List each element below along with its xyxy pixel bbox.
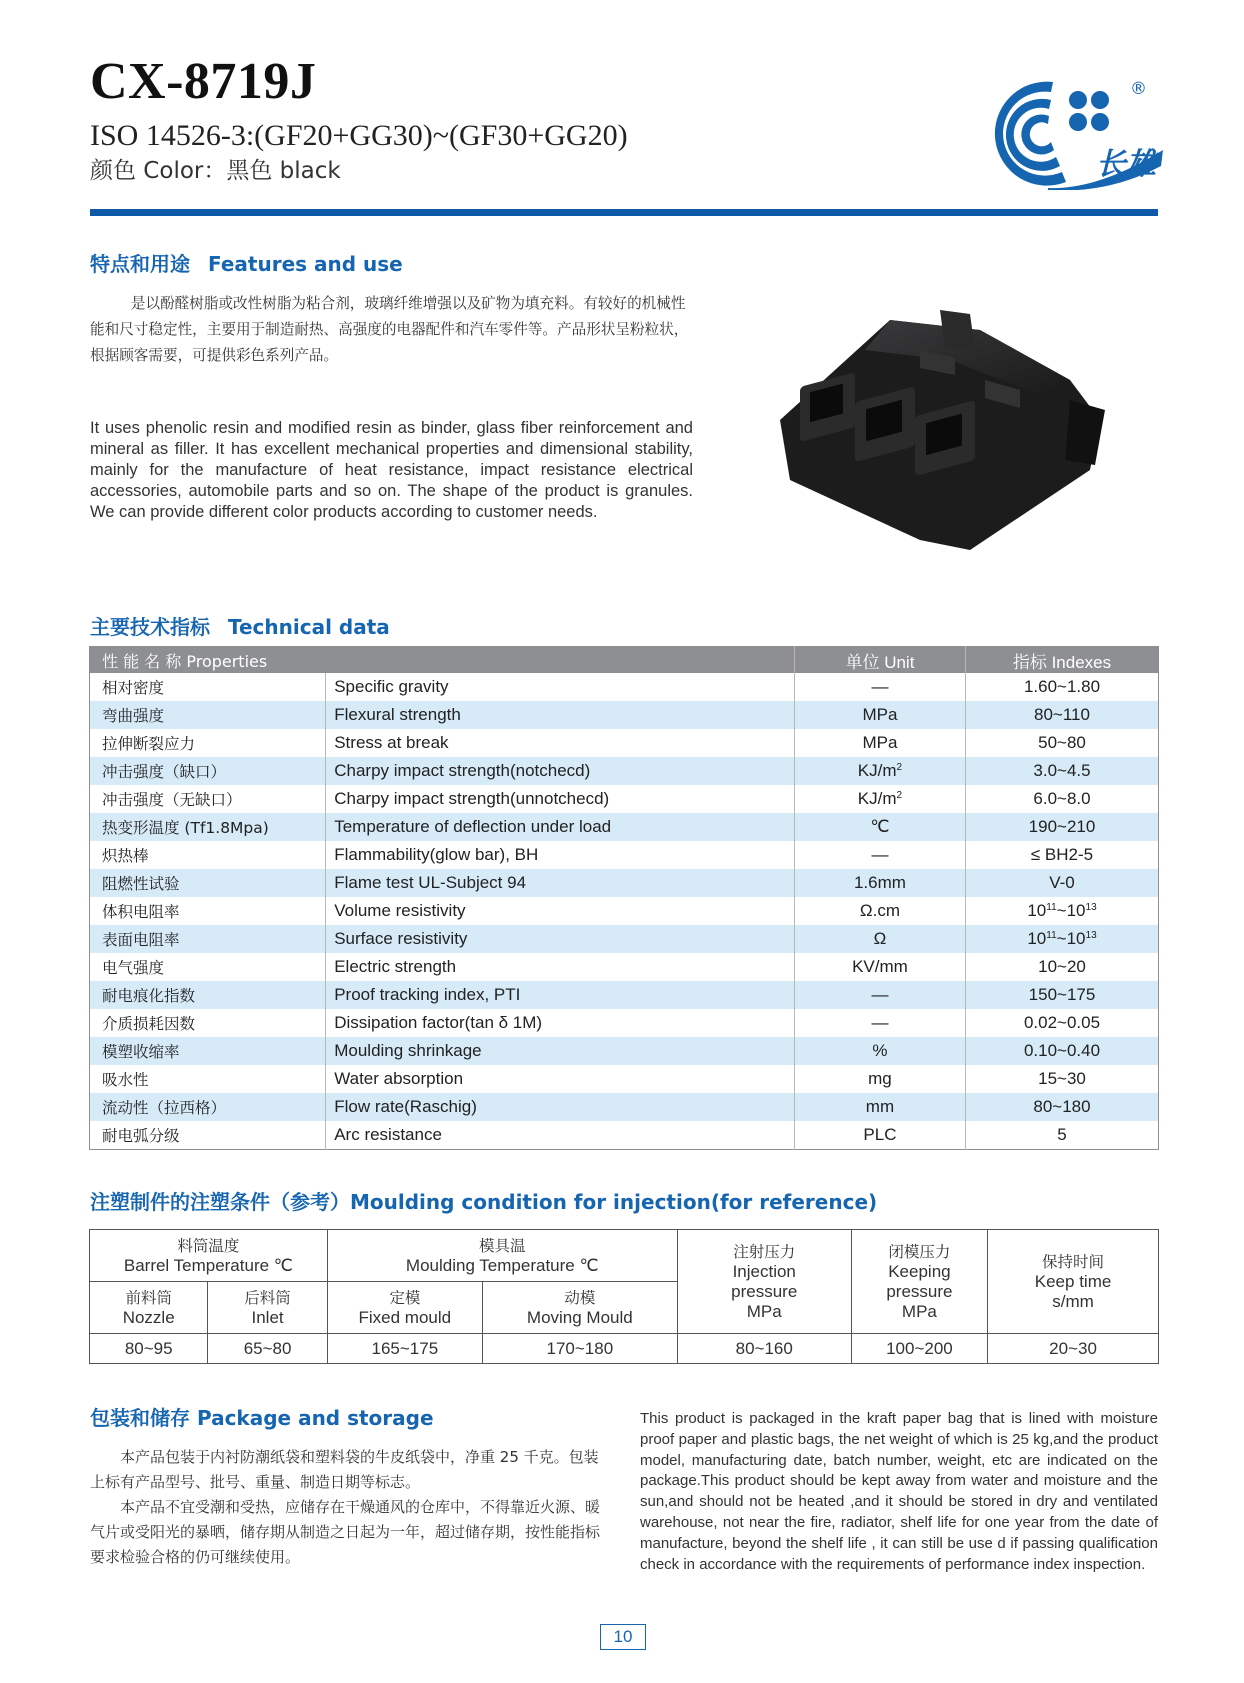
property-unit [794, 1121, 965, 1150]
barrel-temp-en: Barrel Temperature ℃ [123, 1255, 293, 1275]
package-title: 包装和储存 Package and storage [90, 1406, 434, 1430]
property-value: 150~175 [965, 981, 1158, 1009]
unit-text: KJ/m [857, 761, 897, 780]
technical-title-en: Technical data [228, 615, 390, 639]
property-en: Surface resistivity [326, 925, 795, 953]
keeping-cn: 闭模压力 [888, 1242, 951, 1261]
keep-time-en: Keep time [1034, 1271, 1112, 1291]
unit-text: — [871, 985, 889, 1004]
property-cn: 介质损耗因数 [90, 1009, 326, 1037]
table-row [90, 757, 1159, 785]
unit-text: MPa [862, 733, 898, 752]
property-en: Arc resistance [326, 1121, 795, 1150]
property-unit [794, 729, 965, 757]
keep-time-cn: 保持时间 [1042, 1252, 1105, 1271]
table-row [90, 729, 1159, 757]
property-en: Specific gravity [326, 673, 795, 701]
property-en: Charpy impact strength(notchecd) [326, 757, 795, 785]
moving-mould-header [482, 1282, 677, 1334]
table-row [90, 785, 1159, 813]
value-exp: 11 [1046, 930, 1057, 941]
nozzle-en: Nozzle [122, 1307, 175, 1327]
property-en: Electric strength [326, 953, 795, 981]
property-cn: 热变形温度 (Tf1.8Mpa) [90, 813, 326, 841]
property-value [965, 897, 1158, 925]
injection-en1: Injection [732, 1261, 796, 1281]
value-exp: 13 [1085, 902, 1097, 913]
property-value: 10~20 [965, 953, 1158, 981]
table-row [90, 1121, 1159, 1150]
fixed-mould-header [327, 1282, 482, 1334]
property-value [965, 925, 1158, 953]
property-cn: 耐电痕化指数 [90, 981, 326, 1009]
table-row [90, 673, 1159, 701]
unit-text: 1.6mm [853, 873, 906, 892]
property-en: Proof tracking index, PTI [326, 981, 795, 1009]
property-value: 1.60~1.80 [965, 673, 1158, 701]
injection-cn: 注射压力 [733, 1242, 796, 1261]
property-value: 50~80 [965, 729, 1158, 757]
features-title [90, 254, 403, 274]
keep-time-header [988, 1230, 1159, 1334]
value-sep: ~ [1056, 929, 1067, 948]
mould-temp-cn: 模具温 [478, 1236, 526, 1255]
keeping-unit: MPa [901, 1301, 937, 1321]
technical-header-row [90, 647, 1159, 674]
property-value: 6.0~8.0 [965, 785, 1158, 813]
fixed-value: 165~175 [327, 1334, 482, 1364]
property-en: Volume resistivity [326, 897, 795, 925]
property-cn: 阻燃性试验 [90, 869, 326, 897]
keeping-en2: pressure [886, 1281, 953, 1301]
property-cn: 相对密度 [90, 673, 326, 701]
unit-text: — [871, 1013, 889, 1032]
property-unit [794, 897, 965, 925]
property-en: Charpy impact strength(unnotchecd) [326, 785, 795, 813]
unit-text: — [871, 845, 889, 864]
nozzle-cn: 前料筒 [125, 1288, 172, 1307]
injection-pressure-header [677, 1230, 851, 1334]
package-cn-text [90, 1445, 600, 1570]
property-en: Flame test UL-Subject 94 [326, 869, 795, 897]
property-value: 80~180 [965, 1093, 1158, 1121]
property-cn: 模塑收缩率 [90, 1037, 326, 1065]
package-cn-paragraph-2: 本产品不宜受潮和受热，应储存在干燥通风的仓库中，不得靠近火源、暖气片或受阳光的暴晒，储存期从制造之日起为一年，超过储存期，按性能指标要求检验合格的仍可继续使用。 [90, 1498, 601, 1566]
keeping-value: 100~200 [851, 1334, 987, 1364]
value-base: 10 [1066, 929, 1086, 948]
moulding-table [89, 1229, 1159, 1364]
property-value: 5 [965, 1121, 1158, 1150]
header-properties: 性 能 名 称 Properties [90, 647, 795, 674]
keep-time-unit: s/mm [1052, 1291, 1094, 1311]
property-value: 0.10~0.40 [965, 1037, 1158, 1065]
unit-text: mg [868, 1069, 892, 1088]
property-value: 80~110 [965, 701, 1158, 729]
property-unit [794, 925, 965, 953]
unit-text: MPa [862, 705, 898, 724]
barrel-temp-cn: 料筒温度 [177, 1236, 240, 1255]
header-unit: 单位 Unit [794, 647, 965, 674]
features-cn-text: 是以酚醛树脂或改性树脂为粘合剂，玻璃纤维增强以及矿物为填充料。有较好的机械性能和尺寸稳定性，主要用于制造耐热、高强度的电器配件和汽车零件等。产品形状呈粉粒状，根据顾客需要，可提供彩色系列产品。 [90, 295, 689, 364]
value-exp: 11 [1046, 902, 1057, 913]
moulding-values-row [90, 1334, 1159, 1364]
property-unit [794, 701, 965, 729]
product-code: CX-8719J [90, 53, 317, 110]
technical-title [90, 617, 390, 637]
property-value: 190~210 [965, 813, 1158, 841]
property-en: Dissipation factor(tan δ 1M) [326, 1009, 795, 1037]
property-en: Stress at break [326, 729, 795, 757]
color-line: 颜色 Color：黑色 black [90, 158, 341, 184]
value-base: 10 [1027, 929, 1047, 948]
value-base: 10 [1066, 901, 1086, 920]
property-cn: 炽热棒 [90, 841, 326, 869]
logo-ring-inner-icon [1021, 114, 1054, 154]
property-unit [794, 1093, 965, 1121]
table-row [90, 925, 1159, 953]
property-en: Flammability(glow bar), BH [326, 841, 795, 869]
technical-table [89, 646, 1159, 1150]
logo-ring-mid-icon [1006, 99, 1060, 171]
property-en: Temperature of deflection under load [326, 813, 795, 841]
inlet-cn: 后料筒 [244, 1288, 291, 1307]
nozzle-header [90, 1282, 208, 1334]
barrel-temp-header [90, 1230, 328, 1282]
property-cn: 冲击强度（缺口） [90, 757, 326, 785]
unit-text: KJ/m [857, 789, 897, 808]
table-row [90, 897, 1159, 925]
property-cn: 拉伸断裂应力 [90, 729, 326, 757]
property-value: 0.02~0.05 [965, 1009, 1158, 1037]
iso-standard: ISO 14526-3:(GF20+GG30)~(GF30+GG20) [90, 119, 628, 152]
property-cn: 耐电弧分级 [90, 1121, 326, 1150]
property-unit [794, 1037, 965, 1065]
property-en: Water absorption [326, 1065, 795, 1093]
injection-en2: pressure [731, 1281, 798, 1301]
moving-en: Moving Mould [526, 1307, 633, 1327]
nozzle-value: 80~95 [90, 1334, 208, 1364]
property-unit [794, 1009, 965, 1037]
unit-superscript: 2 [896, 762, 903, 773]
unit-text: ℃ [870, 817, 890, 836]
property-cn: 表面电阻率 [90, 925, 326, 953]
unit-superscript: 2 [896, 790, 903, 801]
features-en-text: It uses phenolic resin and modified resin as binder, glass fiber reinforcement and mineral as filler. It has excellent mechanical properties and dimensional stability, mainly for the manufacture of heat resistance, impact resistance electrical accessories, automobile parts and so on. The shape of the product is granules. We can provide different color products according to customer needs. [90, 419, 693, 521]
fixed-cn: 定模 [389, 1288, 421, 1307]
unit-text: KV/mm [852, 957, 908, 976]
property-cn: 电气强度 [90, 953, 326, 981]
registered-mark: ® [1130, 79, 1147, 99]
table-row [90, 869, 1159, 897]
table-row [90, 981, 1159, 1009]
moving-value: 170~180 [482, 1334, 677, 1364]
inlet-header [208, 1282, 327, 1334]
value-base: 10 [1027, 901, 1047, 920]
property-en: Flexural strength [326, 701, 795, 729]
logo-dot-icon [1091, 91, 1109, 109]
logo-text: 长雄 [1096, 147, 1156, 182]
moulding-title: 注塑制件的注塑条件（参考）Moulding condition for injection(for reference) [90, 1190, 878, 1214]
technical-title-cn: 主要技术指标 [90, 615, 210, 639]
features-title-en: Features and use [208, 252, 403, 276]
property-en: Flow rate(Raschig) [326, 1093, 795, 1121]
property-unit [794, 785, 965, 813]
unit-text: mm [865, 1097, 895, 1116]
mould-temp-header [327, 1230, 677, 1282]
moving-cn: 动模 [564, 1288, 596, 1307]
keeping-pressure-header [851, 1230, 987, 1334]
property-value: 15~30 [965, 1065, 1158, 1093]
injection-value: 80~160 [677, 1334, 851, 1364]
table-row [90, 1009, 1159, 1037]
property-value: ≤ BH2-5 [965, 841, 1158, 869]
property-cn: 体积电阻率 [90, 897, 326, 925]
table-row [90, 1037, 1159, 1065]
inlet-en: Inlet [251, 1307, 284, 1327]
unit-text: Ω [873, 929, 887, 948]
unit-text: PLC [863, 1125, 897, 1144]
time-value: 20~30 [988, 1334, 1159, 1364]
property-en: Moulding shrinkage [326, 1037, 795, 1065]
value-exp: 13 [1085, 930, 1097, 941]
page-number: 10 [600, 1624, 646, 1650]
table-row [90, 1093, 1159, 1121]
unit-text: — [871, 677, 889, 696]
logo-ring-outer-icon [995, 82, 1066, 186]
header-indexes: 指标 Indexes [965, 647, 1158, 674]
property-unit [794, 869, 965, 897]
table-row [90, 1065, 1159, 1093]
fixed-en: Fixed mould [358, 1307, 452, 1327]
property-value: 3.0~4.5 [965, 757, 1158, 785]
injection-unit: MPa [746, 1301, 782, 1321]
mould-temp-en: Moulding Temperature ℃ [405, 1255, 599, 1275]
property-unit [794, 981, 965, 1009]
logo-dot-icon [1069, 113, 1087, 131]
property-unit [794, 813, 965, 841]
property-cn: 冲击强度（无缺口） [90, 785, 326, 813]
property-unit [794, 953, 965, 981]
property-cn: 吸水性 [90, 1065, 326, 1093]
property-unit [794, 673, 965, 701]
table-row [90, 953, 1159, 981]
inlet-value: 65~80 [208, 1334, 327, 1364]
unit-text: % [872, 1041, 888, 1060]
connector-part-icon [780, 310, 1105, 550]
table-row [90, 841, 1159, 869]
table-row [90, 813, 1159, 841]
keeping-en1: Keeping [888, 1261, 951, 1281]
table-row [90, 701, 1159, 729]
package-en-text: This product is packaged in the kraft paper bag that is lined with moisture proof paper and plastic bags, the net weight of which is 25 kg,and the product model, manufacturing date, batch number, weight, etc are indicated on the package.This product should be kept away from water and moisture and the sun,and should not be heated ,and it should be stored in dry and ventilated warehouse, not near the fire, radiator, shelf life for one year from the date of manufacture, beyond the shelf life , it can still be use d if passing qualification check in accordance with the requirements of performance index inspection. [640, 1410, 1158, 1573]
logo-dot-icon [1069, 91, 1087, 109]
package-cn-paragraph-1: 本产品包装于内衬防潮纸袋和塑料袋的牛皮纸袋中，净重 25 千克。包装上标有产品型号、批号、重量、制造日期等标志。 [90, 1448, 599, 1491]
property-value: V-0 [965, 869, 1158, 897]
value-sep: ~ [1056, 901, 1067, 920]
logo-dot-icon [1091, 113, 1109, 131]
property-unit [794, 757, 965, 785]
company-logo [978, 70, 1178, 190]
header-rule [90, 209, 1158, 216]
property-unit [794, 841, 965, 869]
property-unit [794, 1065, 965, 1093]
features-title-cn: 特点和用途 [90, 252, 190, 276]
product-photo [770, 300, 1120, 560]
property-cn: 流动性（拉西格） [90, 1093, 326, 1121]
property-cn: 弯曲强度 [90, 701, 326, 729]
unit-text: Ω.cm [859, 901, 900, 920]
